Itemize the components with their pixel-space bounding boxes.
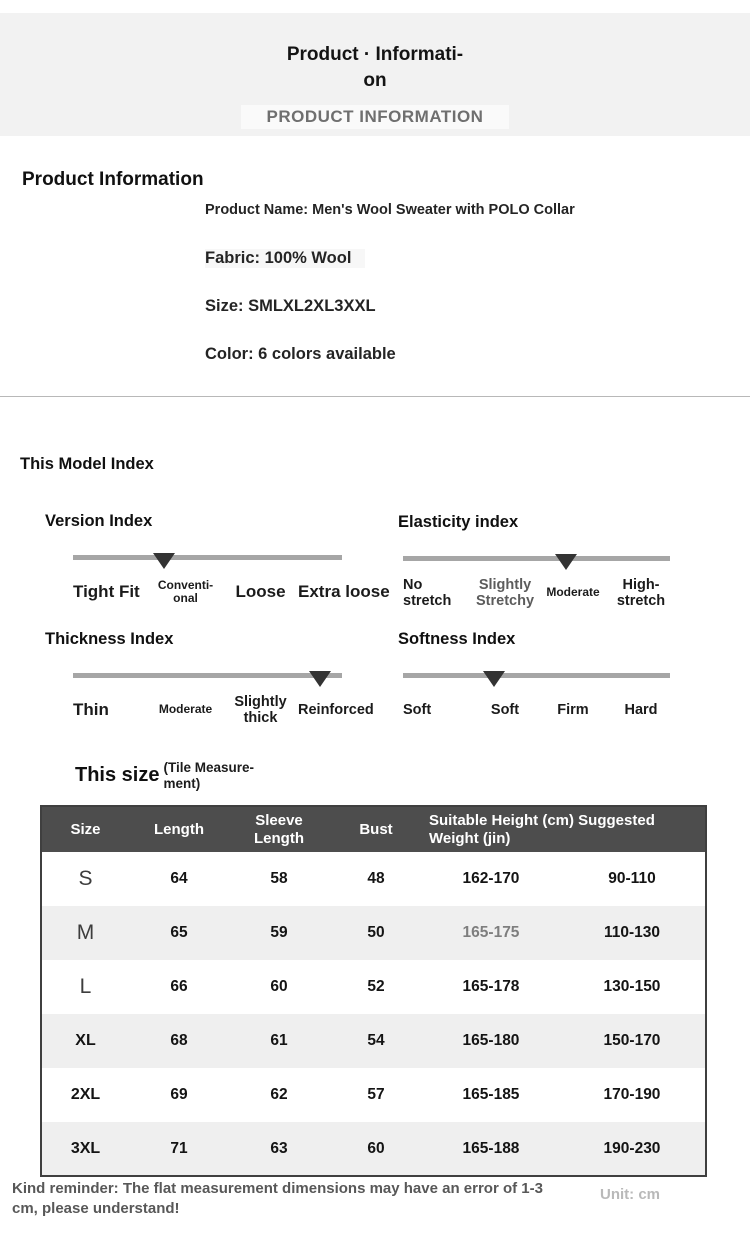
size-cell: 3XL [41, 1122, 129, 1176]
size-cell: L [79, 975, 92, 998]
index-label: Thin [73, 700, 109, 720]
value-cell: 165-178 [462, 978, 520, 995]
index-slider [403, 665, 670, 687]
slider-marker-icon [309, 671, 331, 687]
slider-track [73, 555, 342, 560]
size-heading-note-line2: ment) [163, 776, 201, 792]
model-index-heading: This Model Index [20, 455, 154, 473]
product-detail-line: Fabric: 100% Wool [205, 249, 365, 268]
product-details [205, 202, 725, 364]
slider-marker-icon [555, 554, 577, 570]
index-label: Hard [624, 701, 658, 718]
value-cell: 64 [170, 870, 188, 887]
slider-track [403, 556, 670, 561]
slider-marker-icon [153, 553, 175, 569]
index-group-title: Version Index [45, 512, 153, 530]
elasticity-index-group [398, 513, 673, 614]
value-cell: 58 [270, 870, 288, 887]
size-section-heading [75, 760, 254, 793]
size-table-body [41, 852, 706, 1176]
index-label: Conventi-onal [157, 577, 214, 605]
index-label: Slightly thick [234, 693, 287, 726]
index-label: Soft [403, 701, 432, 718]
product-detail-line: Size: SMLXL2XL3XXL [205, 297, 376, 315]
index-label: Soft [490, 701, 520, 718]
reminder-text: Kind reminder: The flat measurement dimensions may have an error of 1-3 cm, please understand! [12, 1180, 543, 1218]
index-label: Slightly Stretchy [475, 576, 535, 609]
value-cell: 61 [229, 1014, 329, 1068]
size-cell: M [41, 906, 129, 960]
value-cell: 66 [170, 978, 188, 995]
value-cell: 110-130 [559, 906, 706, 960]
banner-title-line2: on [363, 70, 387, 92]
value-cell: 50 [329, 906, 423, 960]
banner-subtitle: PRODUCT INFORMATION [241, 105, 510, 129]
value-cell: 57 [367, 1086, 385, 1103]
value-cell: 60 [329, 1122, 423, 1176]
value-cell: 54 [329, 1014, 423, 1068]
value-cell: 165-188 [423, 1122, 559, 1176]
index-slider [73, 547, 342, 569]
index-group-title: Softness Index [398, 630, 516, 648]
table-row [41, 1068, 706, 1122]
value-cell: 90-110 [608, 870, 656, 887]
value-cell: 52 [367, 978, 385, 995]
slider-track [403, 673, 670, 678]
index-labels [73, 571, 390, 613]
value-cell: 69 [170, 1086, 188, 1103]
value-cell: 63 [229, 1122, 329, 1176]
index-labels [403, 689, 675, 731]
slider-marker-icon [483, 671, 505, 687]
size-cell: 2XL [70, 1086, 101, 1103]
unit-label: Unit: cm [600, 1186, 660, 1203]
value-cell: 60 [270, 978, 288, 995]
value-cell: 130-150 [603, 978, 661, 995]
size-chart-table [40, 805, 707, 1177]
section-divider [0, 396, 750, 397]
column-header: Bust [329, 806, 423, 852]
value-cell: 170-190 [603, 1086, 661, 1103]
column-header: Length [129, 806, 229, 852]
index-label: Moderate [546, 585, 600, 600]
softness-index-group [398, 630, 673, 731]
thickness-index-group [45, 630, 374, 731]
size-cell: XL [41, 1014, 129, 1068]
value-cell: 71 [129, 1122, 229, 1176]
column-header: Size [41, 806, 129, 852]
value-cell: 150-170 [559, 1014, 706, 1068]
value-cell: 190-230 [559, 1122, 706, 1176]
value-cell: 65 [129, 906, 229, 960]
slider-track [73, 673, 342, 678]
value-cell: 59 [229, 906, 329, 960]
product-info-heading: Product Information [22, 169, 204, 190]
value-cell: 48 [367, 870, 385, 887]
index-label: Reinforced [298, 701, 374, 718]
index-label: No stretch [403, 576, 452, 609]
index-label: Extra loose [298, 582, 390, 602]
index-label: High-stretch [616, 576, 666, 609]
table-row [41, 852, 706, 906]
table-row [41, 906, 706, 960]
column-header: Sleeve Length [229, 806, 329, 852]
size-heading-note [163, 760, 254, 793]
table-row [41, 1122, 706, 1176]
index-label: Tight Fit [73, 582, 140, 602]
index-labels [403, 572, 675, 614]
table-row [41, 960, 706, 1014]
index-slider [73, 665, 342, 687]
value-cell: 62 [270, 1086, 288, 1103]
version-index-group [45, 512, 390, 613]
value-cell: 165-175 [423, 906, 559, 960]
index-group-title: Elasticity index [398, 513, 519, 531]
table-row [41, 1014, 706, 1068]
value-cell: 162-170 [462, 870, 520, 887]
index-group-title: Thickness Index [45, 630, 174, 648]
size-heading-note-line1: (Tile Measure- [163, 760, 255, 775]
index-slider [403, 548, 670, 570]
banner-title-line1: Product · Informati- [286, 44, 464, 65]
banner-title [0, 42, 750, 94]
index-label: Moderate [158, 702, 213, 717]
value-cell: 68 [129, 1014, 229, 1068]
value-cell: 165-185 [462, 1086, 520, 1103]
product-detail-line: Color: 6 colors available [205, 345, 396, 363]
value-cell: 165-180 [423, 1014, 559, 1068]
column-header: Suitable Height (cm) Suggested Weight (jin) [423, 806, 706, 852]
size-table-header [41, 806, 706, 852]
index-label: Loose [235, 582, 286, 602]
size-cell: S [78, 867, 93, 890]
size-heading-text: This size [75, 764, 160, 786]
product-detail-line: Product Name: Men's Wool Sweater with POLO Collar [205, 202, 575, 218]
index-label: Firm [557, 701, 589, 718]
banner [0, 13, 750, 136]
index-labels [73, 689, 373, 731]
